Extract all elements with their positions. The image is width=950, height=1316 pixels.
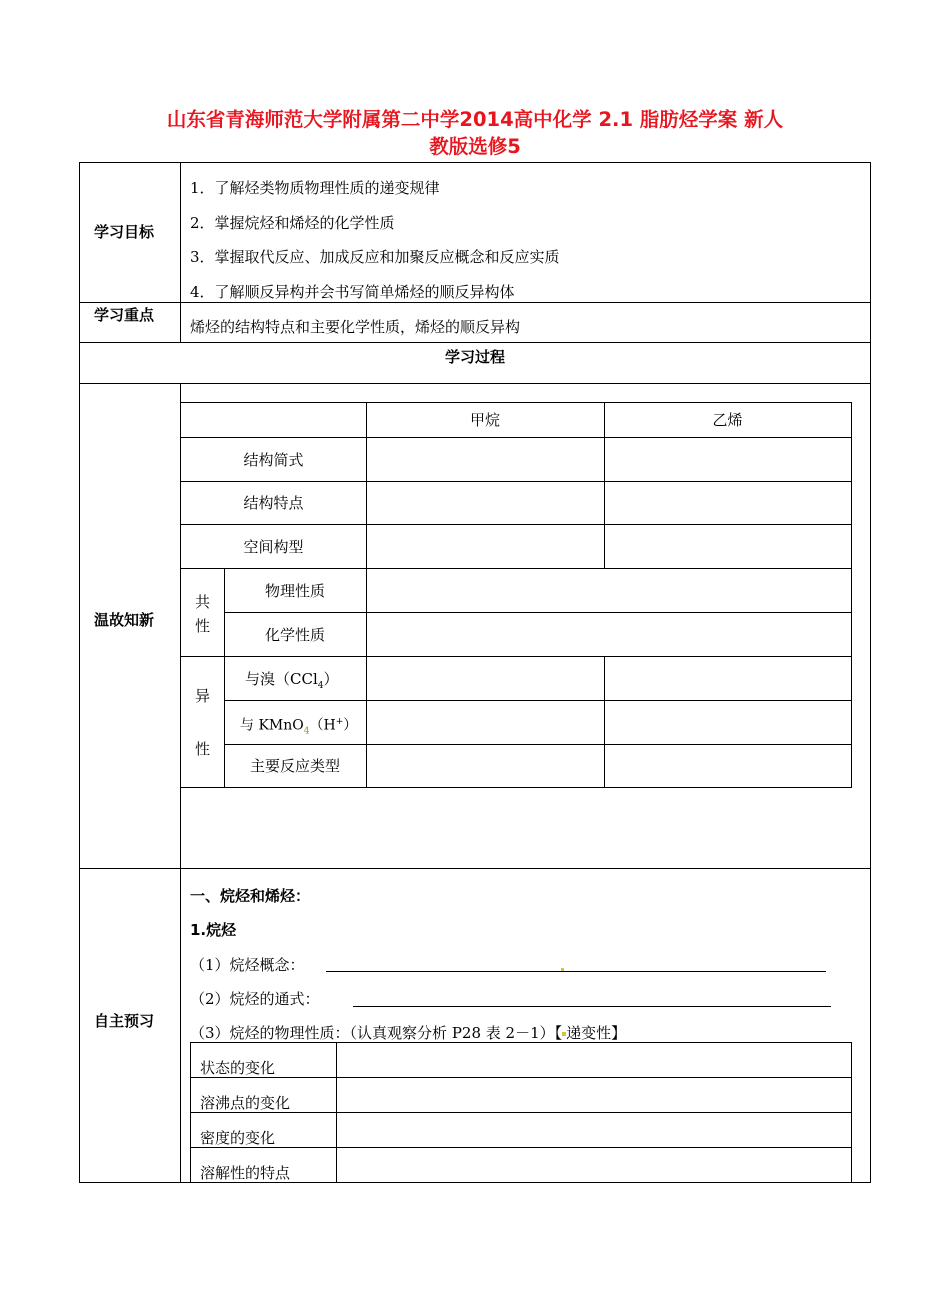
question-physical-props-end: 递变性】 xyxy=(566,1024,627,1042)
row-spatial-shape: 空间构型 xyxy=(243,538,304,556)
kmno4-subscript: 4 xyxy=(303,726,310,737)
process-header: 学习过程 xyxy=(444,348,505,366)
stray-mark xyxy=(561,968,564,971)
answer-line-concept[interactable] xyxy=(326,971,826,972)
document-title xyxy=(60,106,890,160)
preview-subheading: 1.烷烃 xyxy=(190,921,237,939)
question-physical-props-text: （3）烷烃的物理性质：（认真观察分析 P28 表 2－1）【 xyxy=(190,1024,563,1042)
row-chemical-props: 化学性质 xyxy=(264,626,325,644)
diff-group-label-1: 异 xyxy=(194,687,210,705)
preview-heading: 一、烷烃和烯烃： xyxy=(190,887,311,905)
row-divider-2 xyxy=(79,342,871,343)
col-header-methane: 甲烷 xyxy=(469,411,500,429)
inner-table-bottom xyxy=(181,787,852,788)
objective-item-4: 4．了解顺反异构并会书写简单烯烃的顺反异构体 xyxy=(190,283,515,301)
prop-table-left xyxy=(190,1042,191,1182)
question-alkane-concept: （1）烷烃概念： xyxy=(190,956,305,974)
kmno4-end: （H xyxy=(309,717,336,734)
bromine-end: ） xyxy=(323,670,339,688)
row-kmno4 xyxy=(240,712,357,741)
row-divider-3 xyxy=(79,383,871,384)
kmno4-close: ） xyxy=(343,717,358,734)
bromine-text: 与溴（CCl xyxy=(245,670,318,688)
row-structure-features: 结构特点 xyxy=(243,494,304,512)
inner-row-line xyxy=(181,568,852,569)
outer-bottom-border xyxy=(79,1182,871,1183)
question-physical-props xyxy=(190,1023,626,1043)
bromine-subscript: 4 xyxy=(317,681,324,691)
focus-text: 烯烃的结构特点和主要化学性质，烯烃的顺反异构 xyxy=(190,318,521,336)
prop-solubility-features: 溶解性的特点 xyxy=(200,1164,291,1182)
kmno4-superscript: + xyxy=(335,717,344,727)
outer-left-border xyxy=(79,162,80,1183)
prop-row-line xyxy=(190,1077,852,1078)
row-divider-4 xyxy=(79,868,871,869)
row-divider-1 xyxy=(79,302,871,303)
prop-table-right xyxy=(851,1042,852,1182)
question-general-formula: （2）烷烃的通式： xyxy=(190,990,320,1008)
inner-row-line xyxy=(181,437,852,438)
inner-table-top xyxy=(181,402,852,403)
prop-boiling-point-change: 溶沸点的变化 xyxy=(200,1094,291,1112)
objective-item-2: 2．掌握烷烃和烯烃的化学性质 xyxy=(190,214,395,232)
prop-state-change: 状态的变化 xyxy=(200,1059,276,1077)
row-physical-props: 物理性质 xyxy=(264,582,325,600)
inner-row-line xyxy=(181,524,852,525)
prop-density-change: 密度的变化 xyxy=(200,1129,276,1147)
inner-row-line xyxy=(224,700,852,701)
inner-row-line xyxy=(224,612,852,613)
label-divider-top xyxy=(180,162,181,342)
inner-row-line xyxy=(181,656,852,657)
title-line-2: 教版选修5 xyxy=(429,135,521,158)
review-label: 温故知新 xyxy=(94,611,155,629)
answer-line-formula[interactable] xyxy=(353,1006,831,1007)
row-structural-formula: 结构简式 xyxy=(243,451,304,469)
preview-label: 自主预习 xyxy=(94,1012,155,1030)
objective-item-3: 3．掌握取代反应、加成反应和加聚反应概念和反应实质 xyxy=(190,248,560,266)
prop-row-line xyxy=(190,1147,852,1148)
col-header-ethylene: 乙烯 xyxy=(712,411,743,429)
focus-label: 学习重点 xyxy=(94,306,155,324)
common-group-label: 共 性 xyxy=(194,593,210,635)
row-bromine xyxy=(245,669,339,696)
inner-col-line xyxy=(366,402,367,788)
row-reaction-type: 主要反应类型 xyxy=(249,757,340,775)
inner-row-line xyxy=(181,481,852,482)
prop-table-top xyxy=(190,1042,852,1043)
inner-col-line xyxy=(604,656,605,788)
diff-group-label-2: 性 xyxy=(194,740,210,758)
prop-col-line xyxy=(336,1042,337,1182)
objectives-label: 学习目标 xyxy=(94,223,155,241)
outer-top-border xyxy=(79,162,871,163)
outer-right-border xyxy=(870,162,871,1183)
inner-group-line xyxy=(224,568,225,788)
inner-right-border xyxy=(851,402,852,788)
title-line-1: 山东省青海师范大学附属第二中学2014高中化学 2.1 脂肪烃学案 新人 xyxy=(166,108,784,131)
kmno4-text: 与 KMnO xyxy=(240,717,304,734)
objective-item-1: 1．了解烃类物质物理性质的递变规律 xyxy=(190,179,440,197)
inner-row-line xyxy=(224,744,852,745)
